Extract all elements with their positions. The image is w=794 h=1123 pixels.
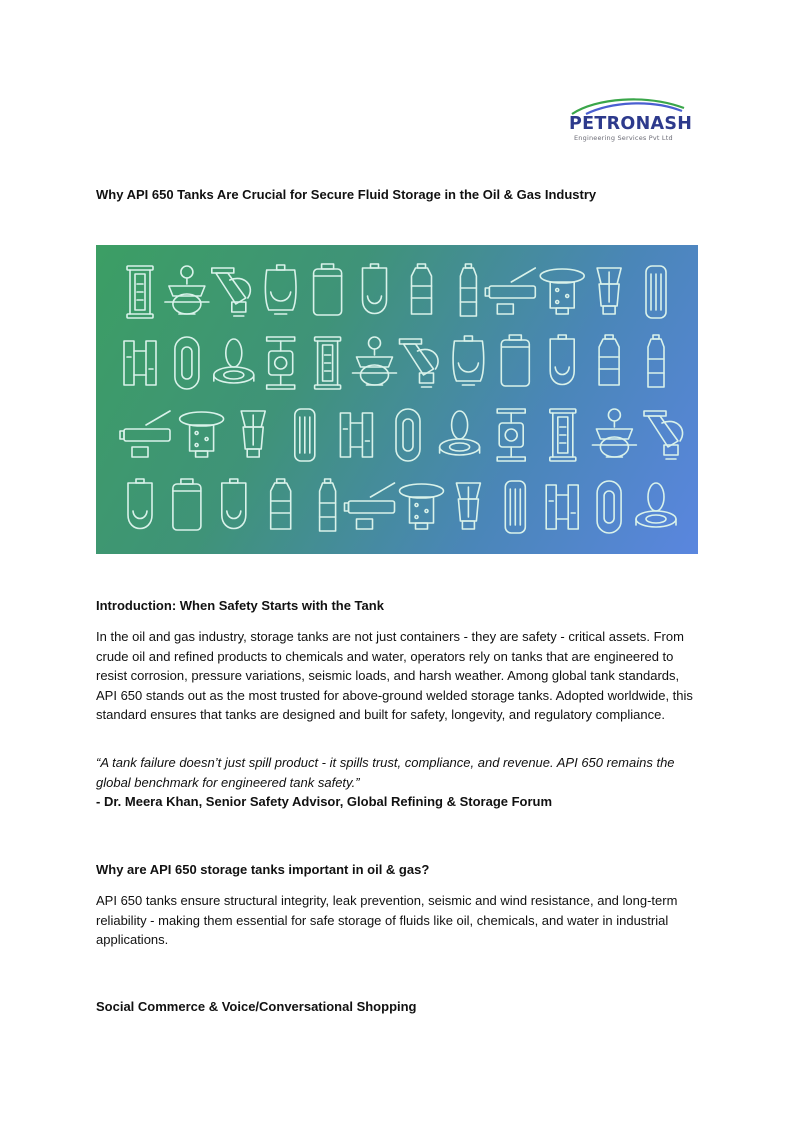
importance-paragraph: API 650 tanks ensure structural integrity, leak prevention, seismic and wind resistance, and long-term reliability - making them essential for safe storage of fluids like oil, chemicals, and water in industrial applications.: [96, 893, 678, 947]
intro-paragraph: In the oil and gas industry, storage tanks are not just containers - they are safety - critical assets. From crude oil and refined products to chemicals and water, operators rely on tanks that are engineered to resist corrosion, pressure variations, seismic loads, and harsh weather. Among global tank standards, API 650 stands out as the most trusted for above-ground welded storage tanks. Adopted worldwide, this standard ensures that tanks are designed and built for safety, longevity, and regulatory compliance.: [96, 629, 693, 722]
tank-dome-icon: [265, 265, 296, 314]
lever-valve-icon: [345, 483, 395, 529]
basket-strainer-icon: [241, 411, 265, 457]
wafer-valve-icon: [440, 411, 480, 455]
flange-plate-icon: [267, 337, 295, 389]
quote-attribution: - Dr. Meera Khan, Senior Safety Advisor, Global Refining & Storage Forum: [96, 794, 553, 809]
double-sight-glass-icon: [124, 341, 156, 385]
valve-gauge-icon: [353, 337, 397, 385]
cylinder-tank-icon: [173, 479, 201, 530]
valve-gauge-icon: [165, 266, 209, 314]
y-strainer-icon: [400, 339, 439, 387]
wafer-valve-icon: [214, 339, 254, 383]
level-gauge-icon: [597, 481, 621, 533]
bottle-tank-icon: [412, 264, 432, 314]
flange-box-icon: [540, 269, 584, 314]
filter-cartridge-icon: [295, 409, 315, 461]
social-commerce-heading: Social Commerce & Voice/Conversational Shopping: [96, 999, 417, 1014]
bottle-tank-icon: [271, 479, 291, 529]
tank-dome-icon: [453, 336, 484, 385]
y-strainer-icon: [644, 411, 683, 459]
quote-text: “A tank failure doesn’t just spill product - it spills trust, compliance, and revenue. API 650 remains the global benchmark for engineered tank safety.”: [96, 755, 675, 790]
y-strainer-icon: [212, 268, 251, 316]
double-sight-glass-icon: [546, 485, 578, 529]
cylinder-tank-icon: [314, 264, 342, 315]
intro-heading: Introduction: When Safety Starts with the Tank: [96, 598, 384, 613]
capsule-tank-icon: [222, 479, 246, 529]
sight-glass-icon: [127, 266, 153, 318]
basket-strainer-icon: [597, 268, 621, 314]
capsule-tank-icon: [363, 264, 387, 314]
flange-box-icon: [400, 484, 444, 529]
company-logo: [566, 94, 693, 144]
importance-heading: Why are API 650 storage tanks important in oil & gas?: [96, 862, 430, 877]
flange-box-icon: [180, 412, 224, 457]
lever-valve-icon: [120, 411, 170, 457]
pull-quote: [96, 753, 700, 812]
logo-swoosh-icon: [566, 94, 688, 116]
document-title: Why API 650 Tanks Are Crucial for Secure Fluid Storage in the Oil & Gas Industry: [96, 187, 597, 202]
capsule-tank-icon: [550, 335, 574, 385]
valve-gauge-icon: [592, 409, 636, 457]
equipment-icons-grid: [96, 245, 698, 554]
flange-plate-icon: [497, 409, 525, 461]
hero-illustration: [96, 245, 698, 554]
bottle-tank-small-icon: [648, 335, 664, 387]
bottle-tank-small-icon: [460, 264, 476, 316]
capsule-tank-icon: [128, 479, 152, 529]
double-sight-glass-icon: [340, 413, 372, 457]
bottle-tank-icon: [599, 335, 619, 385]
sight-glass-icon: [315, 337, 341, 389]
wafer-valve-icon: [636, 483, 676, 527]
basket-strainer-icon: [456, 483, 480, 529]
cylinder-tank-icon: [501, 335, 529, 386]
logo-tagline: Engineering Services Pvt Ltd: [574, 134, 673, 142]
bottle-tank-small-icon: [320, 479, 336, 531]
sight-glass-icon: [550, 409, 576, 461]
filter-cartridge-icon: [505, 481, 525, 533]
lever-valve-icon: [485, 268, 535, 314]
level-gauge-icon: [396, 409, 420, 461]
filter-cartridge-icon: [646, 266, 666, 318]
logo-wordmark: PETRONASH: [569, 114, 693, 134]
level-gauge-icon: [175, 337, 199, 389]
